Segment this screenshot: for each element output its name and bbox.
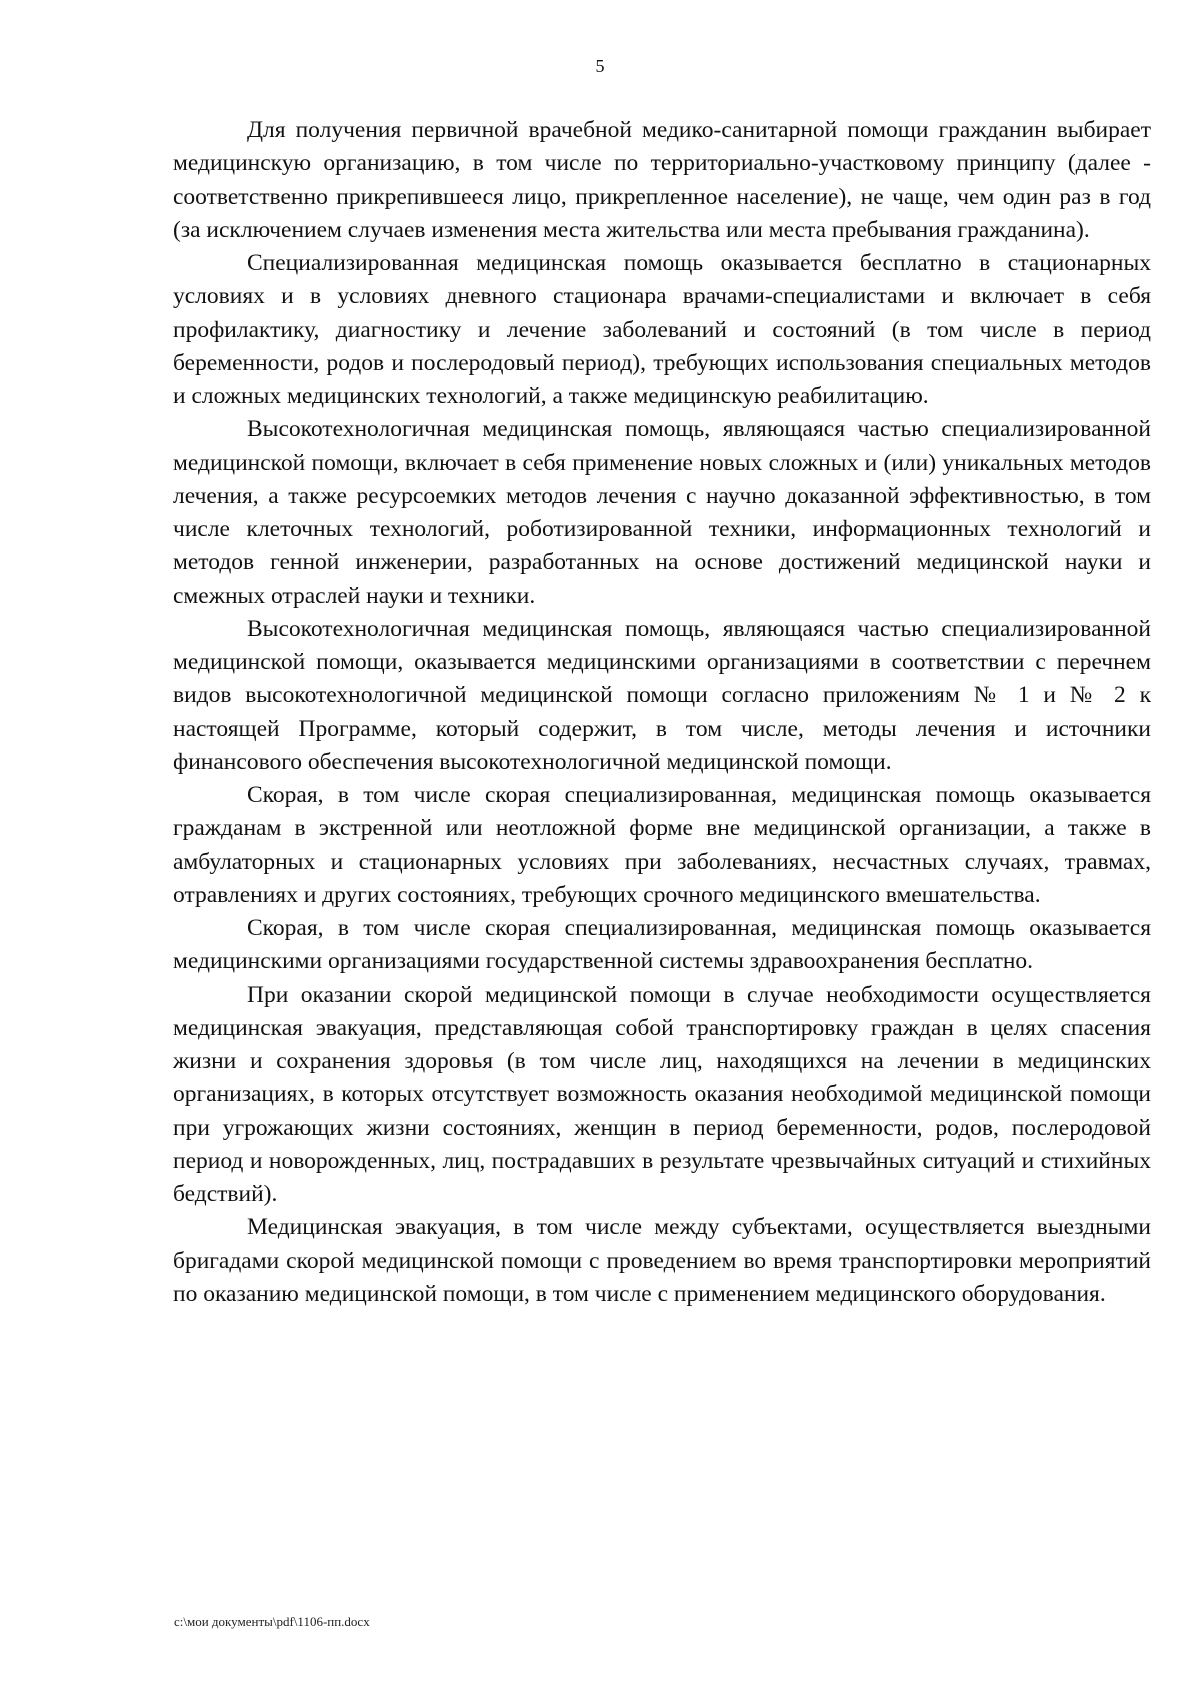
paragraph-emergency-care-free: Скорая, в том числе скорая специализированная, медицинская помощь оказывается медицинскими организациями государственной системы здравоохранения бесплатно. xyxy=(173,915,1151,975)
document-body xyxy=(173,114,1151,1311)
paragraph-evacuation-teams: Медицинская эвакуация, в том числе между субъектами, осуществляется выездными бригадами скорой медицинской помощи с проведением во время транспортировки мероприятий по оказанию медицинской помощи, в том числе с применением медицинского оборудования. xyxy=(173,1214,1151,1307)
paragraph-high-tech-care-providers: Высокотехнологичная медицинская помощь, являющаяся частью специализированной медицинской помощи, оказывается медицинскими организациями в соответствии с перечнем видов высокотехнологичной медицинской помощи согласно приложениям № 1 и № 2 к настоящей Программе, который содержит, в том числе, методы лечения и источники финансового обеспечения высокотехнологичной медицинской помощи. xyxy=(173,615,1151,775)
paragraph-medical-evacuation: При оказании скорой медицинской помощи в случае необходимости осуществляется медицинская эвакуация, представляющая собой транспортировку граждан в целях спасения жизни и сохранения здоровья (в том числе лиц, находящихся на лечении в медицинских организациях, в которых отсутствует возможность оказания необходимой медицинской помощи при угрожающих жизни состояниях, женщин в период беременности, родов, послеродовой период и новорожденных, лиц, пострадавших в результате чрезвычайных ситуаций и стихийных бедствий). xyxy=(173,981,1151,1207)
footer-file-path: c:\мои документы\pdf\1106-пп.docx xyxy=(174,1614,370,1629)
paragraph-primary-care: Для получения первичной врачебной медико-санитарной помощи гражданин выбирает медицинскую организацию, в том числе по территориально-участковому принципу (далее - соответственно прикрепившееся лицо, прикрепленное население), не чаще, чем один раз в год (за исключением случаев изменения места жительства или места пребывания гражданина). xyxy=(173,117,1151,243)
paragraph-high-tech-care-definition: Высокотехнологичная медицинская помощь, являющаяся частью специализированной медицинской помощи, включает в себя применение новых сложных и (или) уникальных методов лечения, а также ресурсоемких методов лечения с научно доказанной эффективностью, в том числе клеточных технологий, роботизированной техники, информационных технологий и методов генной инженерии, разработанных на основе достижений медицинской науки и смежных отраслей науки и техники. xyxy=(173,416,1151,609)
paragraph-emergency-care: Скорая, в том числе скорая специализированная, медицинская помощь оказывается гражданам в экстренной или неотложной форме вне медицинской организации, а также в амбулаторных и стационарных условиях при заболеваниях, несчастных случаях, травмах, отравлениях и других состояниях, требующих срочного медицинского вмешательства. xyxy=(173,782,1151,908)
page-number: 5 xyxy=(595,56,605,76)
paragraph-specialized-care: Специализированная медицинская помощь оказывается бесплатно в стационарных условиях и в условиях дневного стационара врачами-специалистами и включает в себя профилактику, диагностику и лечение заболеваний и состояний (в том числе в период беременности, родов и послеродовый период), требующих использования специальных методов и сложных медицинских технологий, а также медицинскую реабилитацию. xyxy=(173,250,1151,409)
